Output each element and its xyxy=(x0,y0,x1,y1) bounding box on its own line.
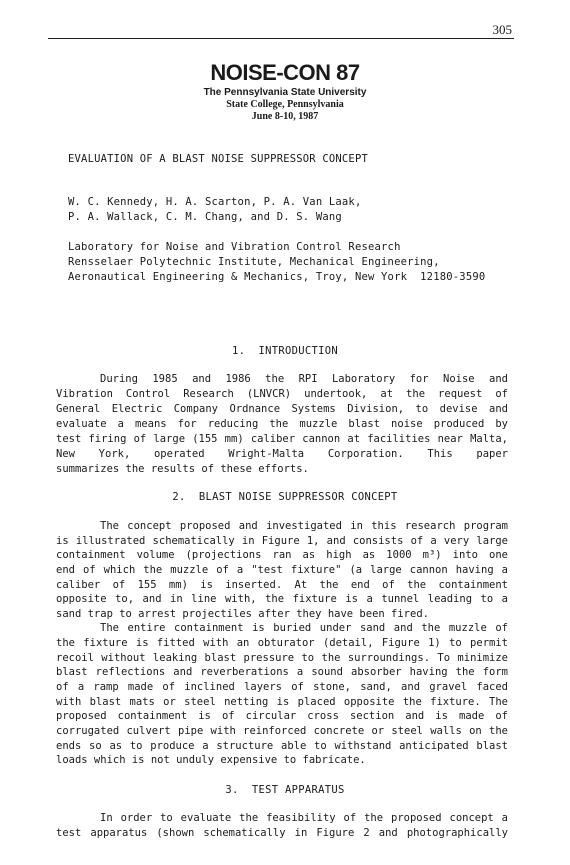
body-line: recoil without leaking blast pressure to the surroundings. To minimize xyxy=(56,652,508,664)
body-line: In order to evaluate the feasibility of the proposed concept a xyxy=(100,812,508,824)
page-number: 305 xyxy=(492,22,512,37)
body-line: the fixture is fitted with an obturator (detail, Figure 1) to permit xyxy=(56,637,508,649)
body-line: proposed containment is of circular cross section and is made of xyxy=(56,710,508,722)
body-line: test apparatus (shown schematically in Figure 2 and photographically xyxy=(56,827,508,839)
section-heading-introduction: 1. INTRODUCTION xyxy=(232,345,338,357)
body-line: summarizes the results of these efforts. xyxy=(56,463,309,475)
section-heading-concept: 2. BLAST NOISE SUPPRESSOR CONCEPT xyxy=(172,491,398,503)
body-line: General Electric Company Ordnance Systems Division, to devise and xyxy=(56,403,508,415)
affiliation-line: Aeronautical Engineering & Mechanics, Troy, New York 12180-3590 xyxy=(68,271,486,283)
body-line: Vibration Control Research (LNVCR) undertook, at the request of xyxy=(56,388,508,400)
body-line: blast reflections and reverberations a sound absorber having the form xyxy=(56,666,508,678)
body-line: containment volume (projections ran as high as 1000 m³) into one xyxy=(56,549,508,561)
conference-location: State College, Pennsylvania xyxy=(226,99,344,110)
affiliation-line: Rensselaer Polytechnic Institute, Mechanical Engineering, xyxy=(68,256,440,268)
body-line: sand trap to arrest projectiles after they have been fired. xyxy=(56,608,429,620)
body-line: of a ramp made of inclined layers of stone, sand, and gravel faced xyxy=(56,681,508,693)
author-line: P. A. Wallack, C. M. Chang, and D. S. Wang xyxy=(68,211,342,223)
conference-dates: June 8-10, 1987 xyxy=(251,111,319,122)
body-line: evaluate a means for reducing the muzzle blast noise produced by xyxy=(56,418,508,430)
body-line: opposite to, and in line with, the fixture is a tunnel leading to a xyxy=(56,593,508,605)
body-line: New York, operated Wright-Malta Corporation. This paper xyxy=(56,448,508,460)
paper-title: EVALUATION OF A BLAST NOISE SUPPRESSOR CONCEPT xyxy=(68,153,368,165)
body-line: corrugated culvert pipe with reinforced concrete or steel walls on the xyxy=(56,725,508,737)
body-line: During 1985 and 1986 the RPI Laboratory for Noise and xyxy=(100,373,508,385)
conference-university: The Pennsylvania State University xyxy=(203,87,367,98)
body-line: with blast mats or steel netting is placed opposite the fixture. The xyxy=(56,696,508,708)
body-line: is illustrated schematically in Figure 1, and consists of a very large xyxy=(56,535,508,547)
section-heading-test-apparatus: 3. TEST APPARATUS xyxy=(225,784,345,796)
author-line: W. C. Kennedy, H. A. Scarton, P. A. Van Laak, xyxy=(68,196,362,208)
top-rule xyxy=(48,38,514,39)
body-line: The entire containment is buried under sand and the muzzle of xyxy=(100,622,508,634)
body-line: The concept proposed and investigated in this research program xyxy=(100,520,508,532)
body-line: loads which is not unduly expensive to fabricate. xyxy=(56,754,366,766)
affiliation-line: Laboratory for Noise and Vibration Control Research xyxy=(68,241,401,253)
body-line: ends so as to produce a structure able to withstand anticipated blast xyxy=(56,740,508,752)
conference-title: NOISE-CON 87 xyxy=(210,60,360,85)
body-line: caliber of 155 mm) is inserted. At the end of the containment xyxy=(56,579,508,591)
body-line: test firing of large (155 mm) caliber cannon at facilities near Malta, xyxy=(56,433,508,445)
body-line: end of which the muzzle of a "test fixture" (a large cannon having a xyxy=(56,564,508,576)
